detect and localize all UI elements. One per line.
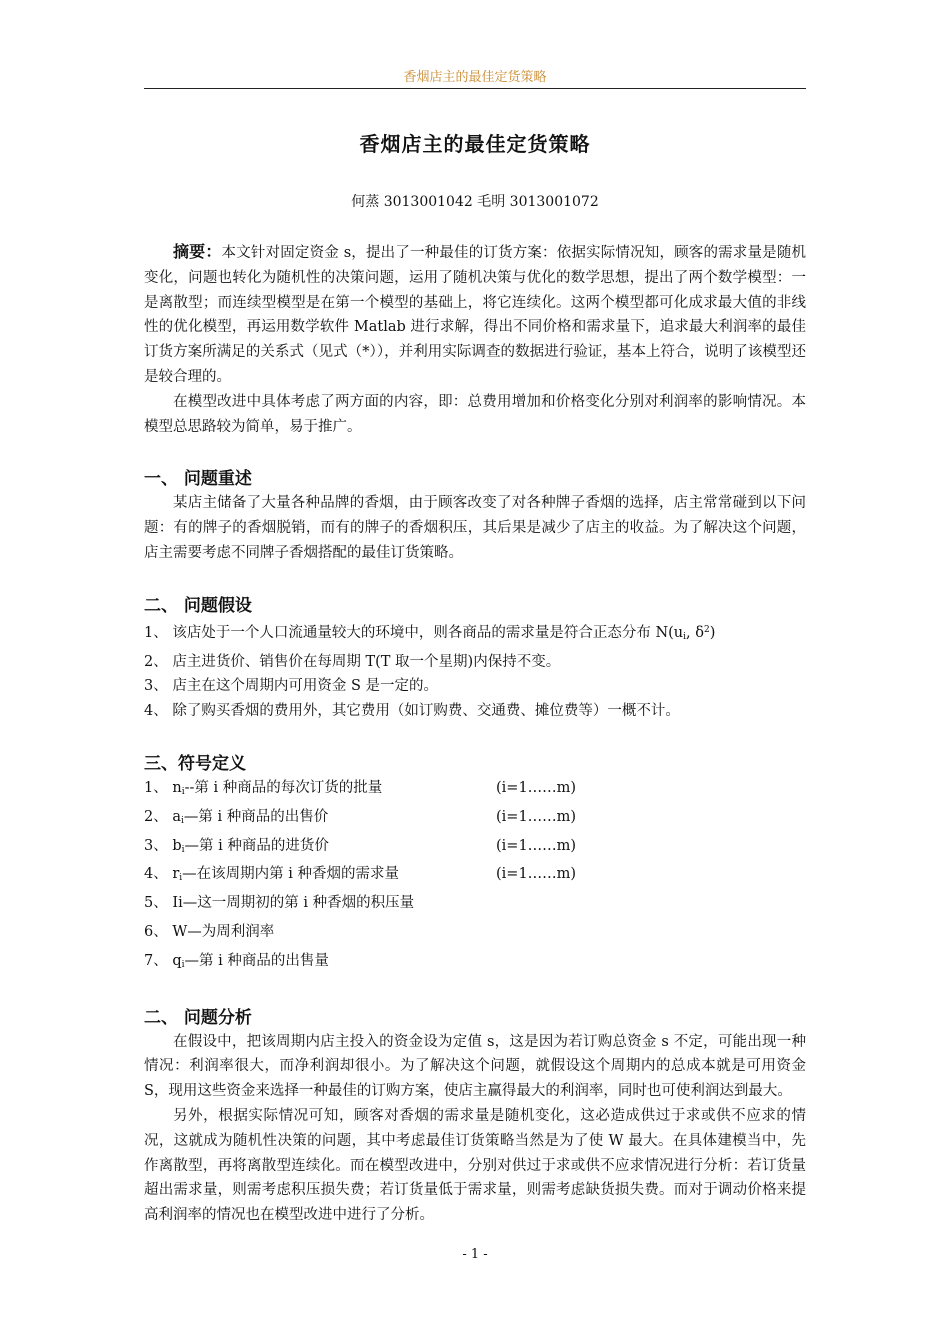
symbol-range: (i=1……m) (496, 837, 577, 854)
paper-body (144, 240, 806, 1228)
assumption-item-2: 2、 店主进货价、销售价在每周期 T(T 取一个星期)内保持不变。 (144, 653, 561, 670)
symbol-item: 7、 $q_i—$第 i 种商品的出售量 (144, 952, 329, 970)
assumption-item-3: 3、 店主在这个周期内可用资金 S 是一定的。 (144, 678, 438, 695)
analysis-paragraph-2: 另外，根据实际情况可知，顾客对香烟的需求量是随机变化，这必造成供过于求或供不应求的情况，这就成为随机性决策的问题，其中考虑最佳订货策略当然是为了使 W 最大。在具体建模当中，先作离散型，再将离散型连续化。而在模型改进中，分别对供过于求或供不应求情况进行分析：若订货量超出需求量，则需考虑积压损失费；若订货量低于需求量，则需考虑缺货损失费。而对于调动价格来提高利润率的情况也在模型改进中进行了分析。 (144, 1107, 806, 1224)
restatement-paragraph: 某店主储备了大量各种品牌的香烟，由于顾客改变了对各种牌子香烟的选择，店主常常碰到以下问题：有的牌子的香烟脱销，而有的牌子的香烟积压，其后果是减少了店主的收益。为了解决这个问题，店主需要考虑不同牌子香烟搭配的最佳订货策略。 (144, 495, 806, 561)
abstract-paragraph-2: 在模型改进中具体考虑了两方面的内容，即：总费用增加和价格变化分别对利润率的影响情况。本模型总思路较为简单，易于推广。 (144, 393, 806, 435)
abstract-paragraph-1 (144, 240, 806, 390)
symbol-range: (i=1……m) (496, 866, 577, 883)
assumption-item-1: 1、 该店处于一个人口流通量较大的环境中，则各商品的需求量是符合正态分布 $N(u_i$, $\delta^2$) (144, 624, 716, 642)
section-heading-restatement: 一、 问题重述 (144, 469, 252, 490)
abstract-text-1: 本文针对固定资金 s，提出了一种最佳的订货方案：依据实际情况知，顾客的需求量是随机变化，问题也转化为随机性的决策问题，运用了随机决策与优化的数学思想，提出了两个数学模型：一是离散型；而连续型模型是在第一个模型的基础上，将它连续化。这两个模型都可化成求最大值的非线性的优化模型，再运用数学软件 Matlab 进行求解，得出不同价格和需求量下，追求最大利润率的最佳订货方案所满足的关系式（见式（*）），并利用实际调查的数据进行验证，基本上符合，说明了该模型还是较合理的。 (144, 245, 806, 385)
section-heading-analysis: 二、 问题分析 (144, 1007, 252, 1028)
symbol-item: 1、 $n_i--$第 i 种商品的每次订货的批量 (i=1……m) (144, 776, 806, 805)
symbol-item: 2、 $a_i—$第 i 种商品的出售价 (i=1……m) (144, 805, 806, 834)
assumption-item-4: 4、 除了购买香烟的费用外，其它费用（如订购费、交通费、摊位费等）一概不计。 (144, 703, 680, 720)
section-heading-symbols: 三、符号定义 (144, 753, 246, 774)
paper-title: 香烟店主的最佳定货策略 (359, 132, 591, 156)
symbol-item: 4、 $r_i—$在该周期内第 i 种香烟的需求量 (i=1……m) (144, 862, 806, 891)
page-number: - 1 - (462, 1247, 488, 1262)
symbol-list (144, 776, 806, 978)
analysis-paragraph-1: 在假设中，把该周期内店主投入的资金设为定值 s，这是因为若订购总资金 s 不定，可能出现一种情况：利润率很大，而净利润却很小。为了解决这个问题，就假设这个周期内的总成本就是可用资金 S，现用这些资金来选择一种最佳的订购方案，使店主赢得最大的利润率，同时也可使利润达到最大。 (144, 1033, 806, 1100)
symbol-item: 6、 W—为周利润率 (144, 923, 275, 940)
authors-line: 何蒸 3013001042 毛明 3013001072 (351, 194, 599, 210)
symbol-range: (i=1……m) (496, 808, 577, 825)
running-header: 香烟店主的最佳定货策略 (403, 70, 547, 85)
header-rule (144, 88, 806, 89)
abstract-label: 摘要： (173, 242, 222, 261)
symbol-item: 3、 $b_i—$第 i 种商品的进货价 (i=1……m) (144, 834, 806, 863)
symbol-item: 5、 Ii—这一周期初的第 i 种香烟的积压量 (144, 895, 415, 912)
section-heading-assumptions: 二、 问题假设 (144, 595, 252, 616)
symbol-range: (i=1……m) (496, 779, 577, 796)
